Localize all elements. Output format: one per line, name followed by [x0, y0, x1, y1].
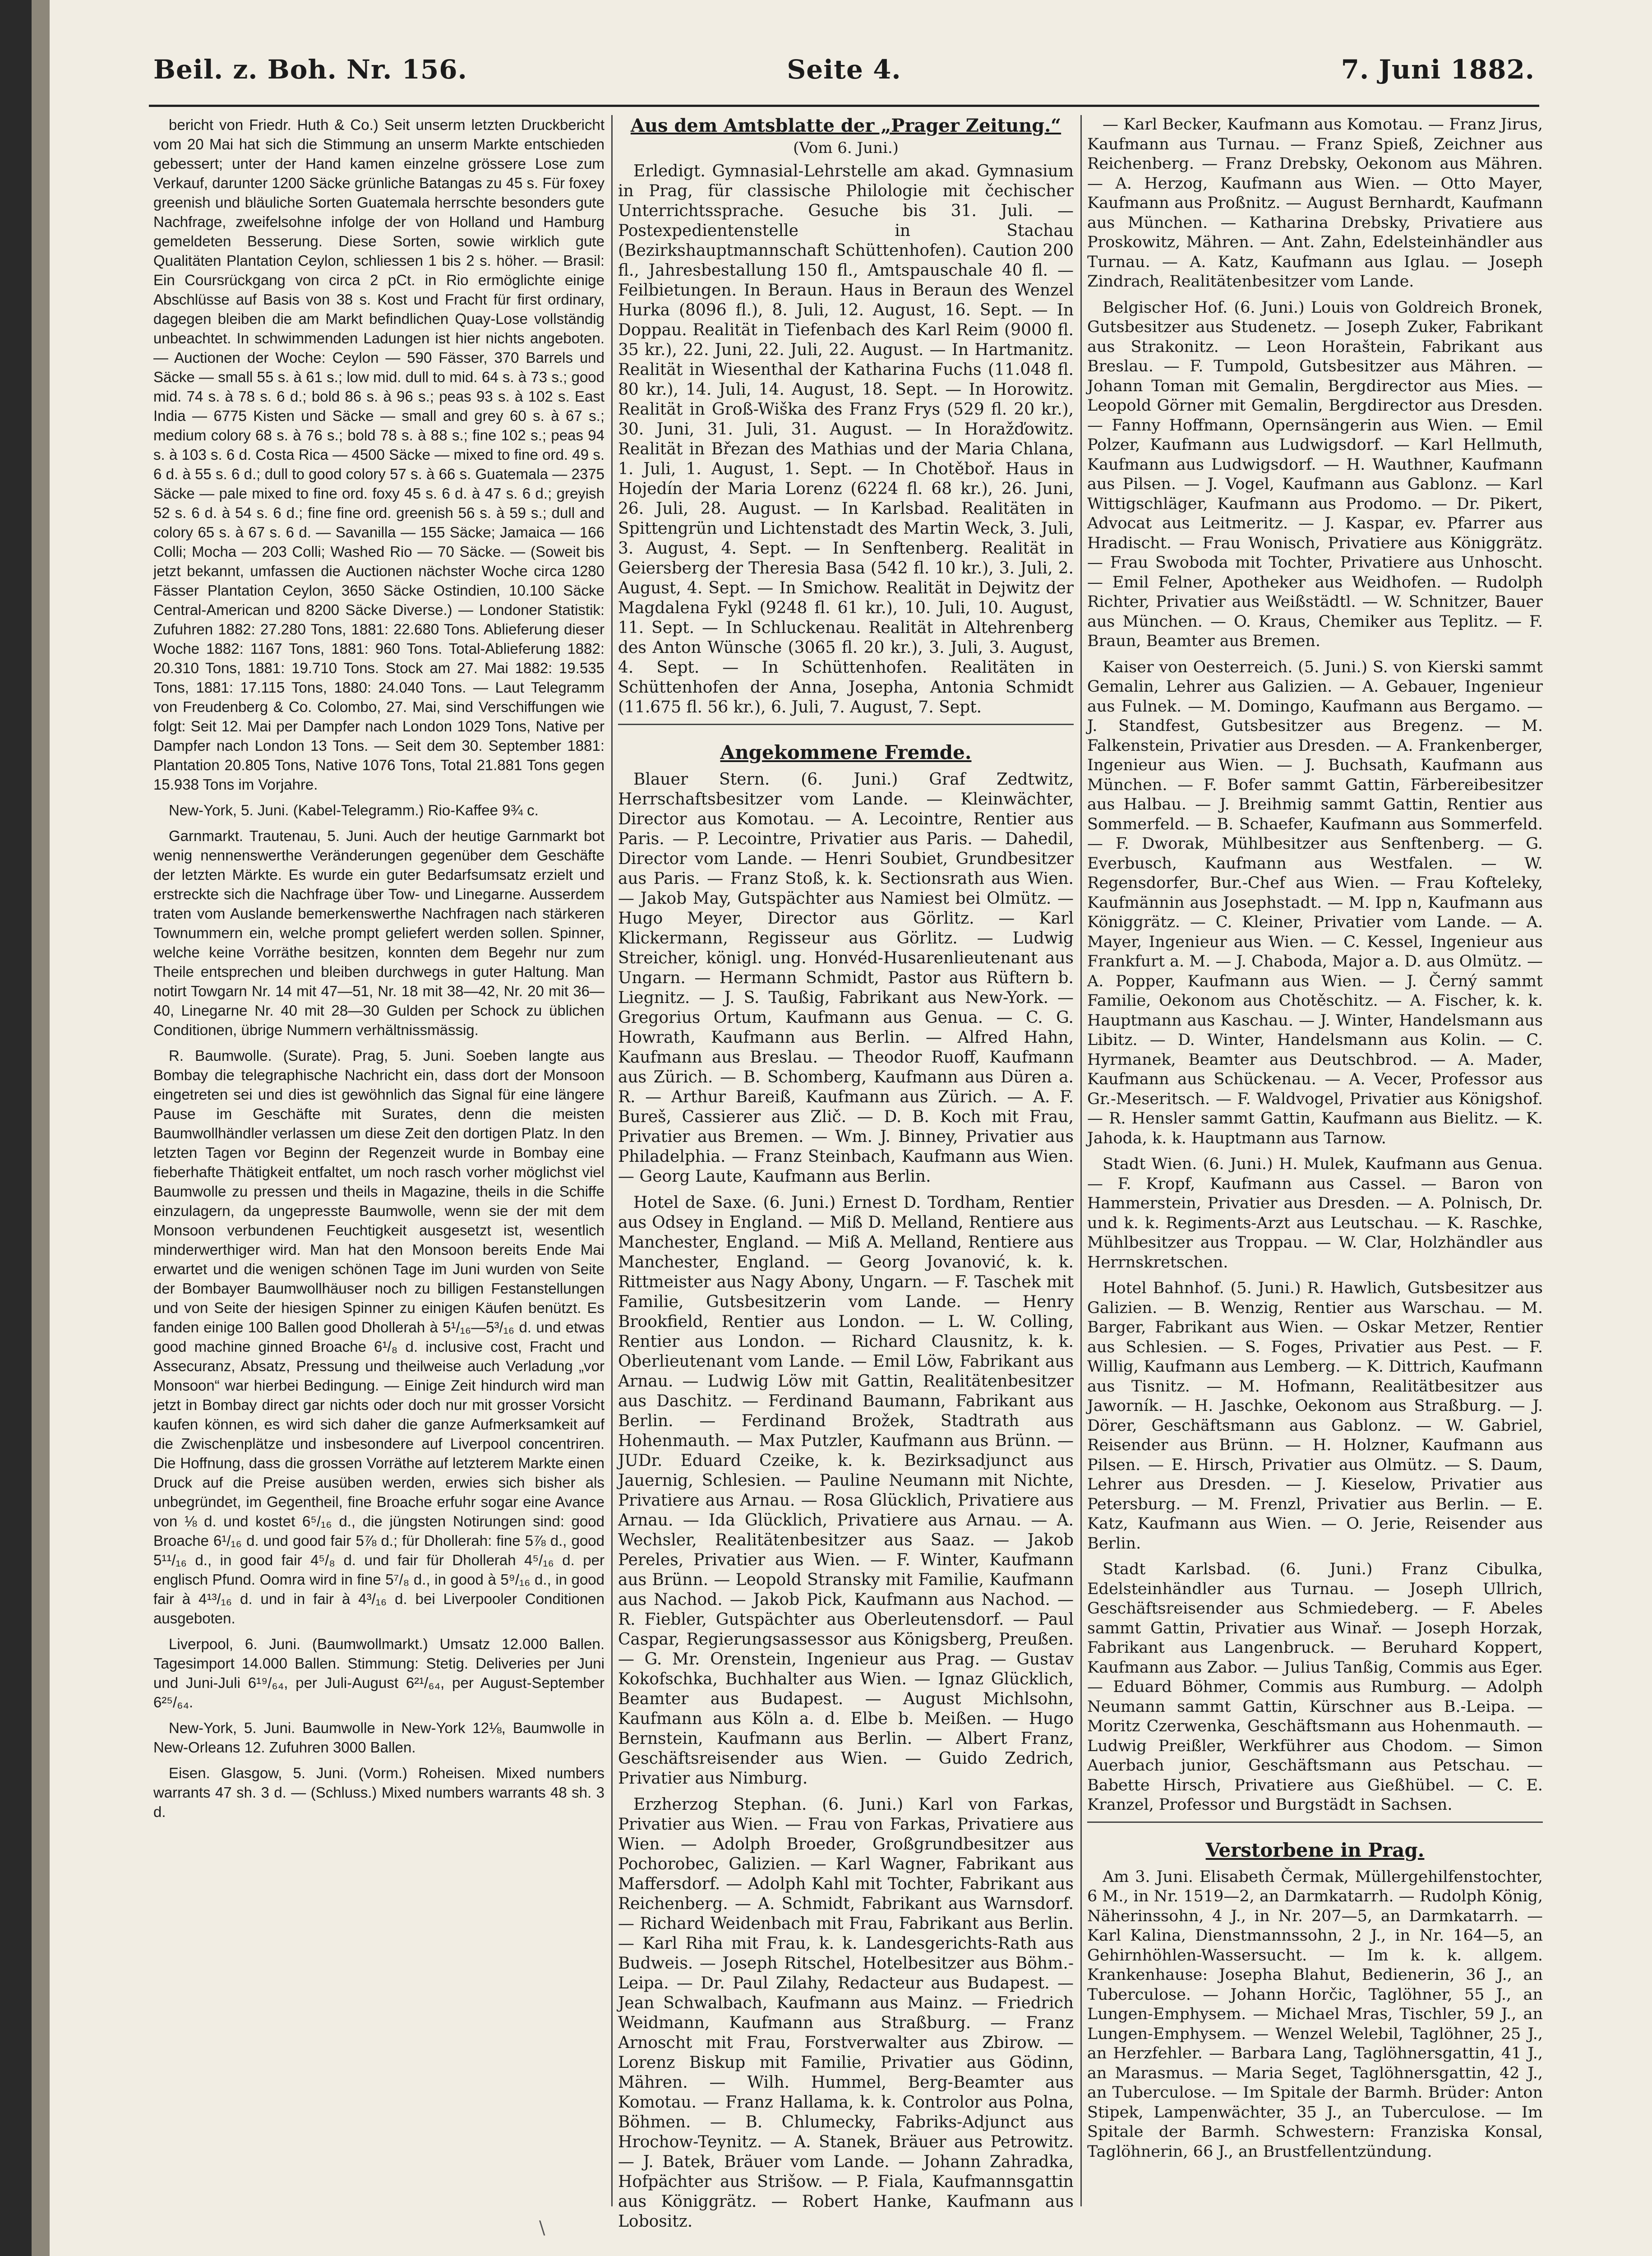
fremde-belgischer-hof: Belgischer Hof. (6. Juni.) Louis von Goldreich Bronek, Gutsbesitzer aus Studenetz. — Joseph Zuker, Fabrikant aus Strakonitz. — Leon Horaštein, Fabrikant aus Breslau. — F. Tumpold, Gutsbesitzer aus Mähren. — Johann Toman mit Gemalin, Bergdirector aus Mies. — Leopold Görner mit Gemalin, Bergdirector aus Dresden. — Fanny Hoffmann, Opernsängerin aus Wien. — Emil Polzer, Kaufmann aus Ludwigsdorf. — Karl Hellmuth, Kaufmann aus Ludwigsdorf. — H. Wauthner, Kaufmann aus Pilsen. — J. Vogel, Kaufmann aus Gablonz. — Karl Wittigschläger, Kaufmann aus Prodomo. — Dr. Pikert, Advocat aus Leitmeritz. — J. Kaspar, ev. Pfarrer aus Hradischt. — Frau Wonisch, Privatiere aus Königgrätz. — Frau Swoboda mit Tochter, Privatiere aus Unhoscht. — Emil Felner, Apotheker aus Weidhofen. — Rudolph Richter, Privatier aus Weißstädtl. — W. Schnitzer, Bauer aus München. — O. Kraus, Chemiker aus Teplitz. — F. Braun, Beamter aus Bremen. [1087, 298, 1543, 650]
report-baumwolle-prag: R. Baumwolle. (Surate). Prag, 5. Juni. Soeben langte aus Bombay die telegraphische Nachricht ein, dass dort der Monsoon eingetreten sei und dies ist gewöhnlich das Signal für eine längere Pause im Geschäfte mit Surates, denn die meisten Baumwollhändler verlassen um diese Zeit den dortigen Platz. In den letzten Tagen vor Beginn der Regenzeit wurde in Bombay eine fieberhafte Thätigkeit entfaltet, um noch rasch vorher möglichst viel Baumwolle zu pressen und theils in Magazine, theils in die Schiffe einzulagern, da ungepresste Baumwolle, wenn sie der mit dem Monsoon verbundenen Feuchtigkeit ausgesetzt ist, wesentlich minderwerthiger wird. Man hat den Monsoon bereits Ende Mai erwartet und die wenigen schönen Tage im Juni wurden von Seite der Bombayer Baumwollhäuser noch zu billigen Festanstellungen und von Seite der hiesigen Spinner zu einigen Käufen benützt. Es fanden einige 100 Ballen good Dhollerah à 5¹/₁₆—5³/₁₆ d. und etwas good machine ginned Broache 6¹/₈ d. inclusive cost, Fracht und Assecuranz, Absatz, Pressung und theilweise auch Verladung „vor Monsoon“ war hierbei Bedingung. — Einige Zeit hindurch wird man jetzt in Bombay direct gar nichts oder doch nur mit grosser Vorsicht kaufen können, es wird sich daher die ganze Aufmerksamkeit auf die Zwischenplätze und insbesondere auf Liverpool concentriren. Die Hoffnung, dass die grossen Vorräthe auf letzterem Markte einen Druck auf die Preise ausüben werden, erwies sich bisher als unbegründet, im Gegentheil, fine Broache erfuhr sogar eine Avance von ⅛ d. und kostet 6⁵/₁₆ d., die jüngsten Notirungen sind: good Broache 6¹/₁₆ d. und good fair 5⅞ d.; für Dhollerah: fine 5⅞ d., good 5¹¹/₁₆ d., in good fair 4⁵/₈ d. und fair für Dhollerah 4⁵/₁₆ d. per englisch Pfund. Oomra wird in fine 5⁷/₈ d., in good à 5⁹/₁₆ d., in good fair à 4¹³/₁₆ d. und in fair à 4³/₁₆ d. bei Liverpooler Conditionen ausgeboten. [153, 1047, 605, 1627]
section-title-amtsblatt: Aus dem Amtsblatte der „Prager Zeitung.“ [630, 115, 1061, 136]
section-subtitle-amtsblatt: (Vom 6. Juni.) [793, 139, 899, 157]
report-newyork-coffee: New-York, 5. Juni. (Kabel-Telegramm.) Rio-Kaffee 9¾ c. [169, 802, 539, 818]
report-liverpool: Liverpool, 6. Juni. (Baumwollmarkt.) Umsatz 12.000 Ballen. Tagesimport 14.000 Ballen. Stimmung: Stetig. Deliveries per Juni und Juni-Juli 6¹⁹/₆₄, per Juli-August 6²¹/₆₄, per August-September 6²⁵/₆₄. [153, 1636, 605, 1710]
page-header [149, 54, 1539, 104]
verstorbene-text: Am 3. Juni. Elisabeth Čermak, Müllergehilfenstochter, 6 M., in Nr. 1519—2, an Darmkatarrh. — Rudolph König, Näherinssohn, 4 J., in Nr. 207—5, an Darmkatarrh. — Karl Kalina, Dienstmannssohn, 2 J., in Nr. 164—5, an Gehirnhöhlen-Wassersucht. — Im k. k. allgem. Krankenhause: Josepha Blahut, Bedienerin, 36 J., an Tuberculose. — Johann Horčic, Taglöhner, 55 J., an Lungen-Emphysem. — Michael Mras, Tischler, 59 J., an Lungen-Emphysem. — Wenzel Welebil, Taglöhner, 25 J., an Herzfehler. — Barbara Lang, Taglöhnersgattin, 41 J., an Marasmus. — Maria Seget, Taglöhnersgattin, 42 J., an Tuberculose. — Im Spitale der Barmh. Brüder: Anton Stipek, Lampenwächter, 35 J., an Tuberculose. — Im Spitale der Barmh. Schwestern: Franziska Konsal, Taglöhnerin, 66 J., an Brustfellentzündung. [1087, 1868, 1543, 2161]
column-fremde-continued [1087, 115, 1543, 2215]
issue-number: Beil. z. Boh. Nr. 156. [153, 54, 467, 85]
fremde-erzherzog-stephan: Erzherzog Stephan. (6. Juni.) Karl von Farkas, Privatier aus Wien. — Frau von Farkas, Privatiere aus Wien. — Adolph Broeder, Großgrundbesitzer aus Pochorobec, Galizien. — Karl Wagner, Fabrikant aus Maffersdorf. — Adolph Kahl mit Tochter, Fabrikant aus Reichenberg. — A. Schmidt, Fabrikant aus Warnsdorf. — Richard Weidenbach mit Frau, Fabrikant aus Berlin. — Karl Riha mit Frau, k. k. Landesgerichts-Rath aus Budweis. — Joseph Ritschel, Hotelbesitzer aus Böhm.-Leipa. — Dr. Paul Zilahy, Redacteur aus Budapest. — Jean Schwalbach, Kaufmann aus Mainz. — Friedrich Weidmann, Kaufmann aus Straßburg. — Franz Arnoscht mit Frau, Forstverwalter aus Zbirow. — Lorenz Biskup mit Familie, Privatier aus Gödinn, Mähren. — Wilh. Hummel, Berg-Beamter aus Komotau. — Franz Hallama, k. k. Controlor aus Polna, Böhmen. — B. Chlumecky, Fabriks-Adjunct aus Hrochow-Teynitz. — A. Stanek, Bräuer aus Petrowitz. — J. Batek, Bräuer vom Lande. — Johann Zahradka, Hofpächter aus Strišow. — P. Fiala, Kaufmannsgattin aus Königgrätz. — Robert Hanke, Kaufmann aus Lobositz. [618, 1795, 1074, 2231]
fremde-hotel-de-saxe: Hotel de Saxe. (6. Juni.) Ernest D. Tordham, Rentier aus Odsey in England. — Miß D. Melland, Rentiere aus Manchester, England. — Miß A. Melland, Rentiere aus Manchester, England. — Georg Jovanović, k. k. Rittmeister aus Nagy Abony, Ungarn. — F. Taschek mit Familie, Gutsbesitzerin vom Lande. — Henry Brookfield, Rentier aus London. — L. W. Colling, Rentier aus London. — Richard Clausnitz, k. k. Oberlieutenant vom Lande. — Emil Löw, Fabrikant aus Arnau. — Ludwig Löw mit Gattin, Realitätenbesitzer aus Daschitz. — Ferdinand Baumann, Fabrikant aus Berlin. — Ferdinand Brožek, Stadtrath aus Hohenmauth. — Max Putzler, Kaufmann aus Brünn. — JUDr. Eduard Czeike, k. k. Bezirksadjunct aus Jauernig, Schlesien. — Pauline Neumann mit Nichte, Privatiere aus Arnau. — Rosa Glücklich, Privatiere aus Arnau. — Ida Glücklich, Privatiere aus Arnau. — A. Wechsler, Realitätenbesitzer aus Saaz. — Jakob Pereles, Privatier aus Wien. — F. Winter, Kaufmann aus Brünn. — Leopold Stransky mit Familie, Kaufmann aus Nachod. — Jakob Pick, Kaufmann aus Nachod. — R. Fiebler, Gutspächter aus Oberleutensdorf. — Paul Caspar, Regierungsassessor aus Königsberg, Preußen. — G. Mr. Orenstein, Ingenieur aus Prag. — Gustav Kokofschka, Buchhalter aus Wien. — Ignaz Glücklich, Beamter aus Budapest. — August Michlsohn, Kaufmann aus Köln a. d. Elbe b. Meißen. — Hugo Bernstein, Kaufmann aus Berlin. — Albert Franz, Geschäftsreisender aus Wien. — Guido Zedrich, Privatier aus Nimburg. [618, 1193, 1074, 1788]
report-newyork-cotton: New-York, 5. Juni. Baumwolle in New-York 12⅛, Baumwolle in New-Orleans 12. Zufuhren 3000 Ballen. [153, 1720, 605, 1756]
fremde-continued: — Karl Becker, Kaufmann aus Komotau. — Franz Jirus, Kaufmann aus Turnau. — Franz Spieß, Zeichner aus Reichenberg. — Franz Drebsky, Oekonom aus Mähren. — A. Herzog, Kaufmann aus Wien. — Otto Mayer, Kaufmann aus Proßnitz. — August Bernhardt, Kaufmann aus München. — Katharina Drebsky, Privatiere aus Proskowitz, Mähren. — Ant. Zahn, Edelsteinhändler aus Turnau. — A. Katz, Kaufmann aus Iglau. — Joseph Zindrach, Realitätenbesitzer vom Lande. [1087, 116, 1543, 291]
issue-date: 7. Juni 1882. [1341, 54, 1535, 85]
section-rule [1087, 1821, 1543, 1827]
page-number: Seite 4. [787, 54, 901, 85]
column-amtsblatt [618, 115, 1074, 2231]
fremde-kaiser-von-oesterreich: Kaiser von Oesterreich. (5. Juni.) S. von Kierski sammt Gemalin, Lehrer aus Galizien. — A. Gebauer, Ingenieur aus Fulnek. — M. Domingo, Kaufmann aus Bergamo. — J. Standfest, Gutsbesitzer aus Bregenz. — M. Falkenstein, Privatier aus Dresden. — A. Frankenberger, Ingenieur aus Wien. — J. Buchsath, Kaufmann aus München. — F. Bofer sammt Gattin, Färbereibesitzer aus Halbau. — J. Breihmig sammt Gattin, Rentier aus Sommerfeld. — B. Schaefer, Kaufmann aus Sommerfeld. — F. Dworak, Mühlbesitzer aus Senftenberg. — G. Everbusch, Kaufmann aus Westfalen. — W. Regensdorfer, Bur.-Chef aus Wien. — Frau Kofteleky, Kaufmännin aus Josephstadt. — M. Ipp n, Kaufmann aus Königgrätz. — C. Kleiner, Privatier vom Lande. — A. Mayer, Ingenieur aus Wien. — C. Kessel, Ingenieur aus Frankfurt a. M. — J. Chaboda, Major a. D. aus Olmütz. — A. Popper, Kaufmann aus Wien. — J. Černý sammt Familie, Oekonom aus Chotěschitz. — A. Fischer, k. k. Hauptmann aus Kaschau. — J. Winter, Handelsmann aus Libitz. — D. Winter, Handelsmann aus Kolin. — C. Hyrmanek, Beamter aus Deutschbrod. — A. Mader, Kaufmann aus Schückenau. — A. Vecer, Professor aus Gr.-Meseritsch. — F. Waldvogel, Privatier aus Königshof. — R. Hensler sammt Gattin, Kaufmann aus Bielitz. — K. Jahoda, k. k. Hauptmann aus Tarnow. [1087, 658, 1543, 1147]
report-garnmarkt: Garnmarkt. Trautenau, 5. Juni. Auch der heutige Garnmarkt bot wenig nennenswerthe Veränderungen gegenüber dem Geschäfte der letzten Märkte. Es wurde ein guter Bedarfsumsatz erzielt und erstreckte sich die Nachfrage über Tow- und Linegarne. Ausserdem traten vom Auslande bemerkenswerthe Nachfragen nach stärkeren Townummern ein, welche prompt geliefert werden sollen. Spinner, welche keine Vorräthe besitzen, konnten dem Begehr nur zum Theile entsprechen und bleiben durchwegs in guter Haltung. Man notirt Towgarn Nr. 14 mit 47—51, Nr. 18 mit 38—42, Nr. 20 mit 36—40, Linegarne Nr. 40 mit 28—30 Gulden per Schock zu üblichen Conditionen, übrige Nummern verhältnissmässig. [153, 828, 605, 1038]
column-market-reports [153, 115, 605, 2215]
fremde-hotel-bahnhof: Hotel Bahnhof. (5. Juni.) R. Hawlich, Gutsbesitzer aus Galizien. — B. Wenzig, Rentier aus Warschau. — M. Barger, Fabrikant aus Wien. — Oskar Metzer, Rentier aus Schlesien. — S. Foges, Privatier aus Pest. — F. Willig, Kaufmann aus Lemberg. — K. Dittrich, Kaufmann aus Tisnitz. — M. Hofmann, Realitätbesitzer aus Jaworník. — H. Jaschke, Oekonom aus Straßburg. — J. Dörer, Geschäftsmann aus Gablonz. — W. Gabriel, Reisender aus Brünn. — H. Holzner, Kaufmann aus Pilsen. — E. Hirsch, Privatier aus Olmütz. — S. Daum, Lehrer aus Dresden. — J. Kieselow, Privatier aus Petersburg. — M. Frenzl, Privatier aus Berlin. — E. Katz, Kaufmann aus Wien. — O. Jerie, Reisender aus Berlin. [1087, 1279, 1543, 1553]
amtsblatt-text: Erledigt. Gymnasial-Lehrstelle am akad. Gymnasium in Prag, für classische Philologie mit čechischer Unterrichtssprache. Gesuche bis 31. Juli. — Postexpedientenstelle in Stachau (Bezirkshauptmannschaft Schüttenhofen). Caution 200 fl., Jahresbestallung 150 fl., Amtspauschale 40 fl. — Feilbietungen. In Beraun. Haus in Beraun des Wenzel Hurka (8096 fl.), 8. Juli, 12. August, 16. Sept. — In Doppau. Realität in Tiefenbach des Karl Reim (9000 fl. 35 kr.), 22. Juni, 22. Juli, 22. August. — In Hartmanitz. Realität in Wiesenthal der Katharina Fuchs (11.048 fl. 80 kr.), 14. Juli, 14. August, 18. Sept. — In Horowitz. Realität in Groß-Wiška des Franz Frys (529 fl. 20 kr.), 30. Juni, 31. Juli, 31. August. — In Horažďowitz. Realität in Březan des Mathias und der Maria Chlana, 1. Juli, 1. August, 1. Sept. — In Chotěboř. Haus in Hojedín der Maria Lorenz (6224 fl. 68 kr.), 26. Juni, 26. Juli, 28. August. — In Karlsbad. Realitäten in Spittengrün und Lichtenstadt des Martin Weck, 3. Juli, 3. August, 4. Sept. — In Senftenberg. Realität in Geiersberg der Theresia Basa (542 fl. 10 kr.), 3. Juli, 2. August, 4. Sept. — In Smichow. Realität in Dejwitz der Magdalena Fykl (9248 fl. 61 kr.), 10. Juli, 10. August, 11. Sept. — In Schluckenau. Realität in Altehrenberg des Anton Wünsche (3065 fl. 20 kr.), 3. Juli, 3. August, 4. Sept. — In Schüttenhofen. Realitäten in Schüttenhofen der Anna, Josepha, Antonia Schmidt (11.675 fl. 56 kr.), 6. Juli, 7. August, 7. Sept. [618, 162, 1074, 717]
section-title-fremde: Angekommene Fremde. [720, 741, 972, 763]
scan-binding-edge [0, 0, 32, 2256]
scan-mark: \ [539, 2218, 545, 2238]
column-divider [1080, 115, 1082, 2206]
fremde-blauer-stern: Blauer Stern. (6. Juni.) Graf Zedtwitz, Herrschaftsbesitzer vom Lande. — Kleinwächter, Director aus Komotau. — A. Lecointre, Rentier aus Paris. — P. Lecointre, Privatier aus Paris. — Dahedil, Director vom Lande. — Henri Soubiet, Grundbesitzer aus Paris. — Franz Stoß, k. k. Sectionsrath aus Wien. — Jakob May, Gutspächter aus Namiest bei Olmütz. — Hugo Meyer, Director aus Görlitz. — Karl Klickermann, Regisseur aus Görlitz. — Ludwig Streicher, königl. ung. Honvéd-Husarenlieutenant aus Ungarn. — Hermann Schmidt, Pastor aus Rüftern b. Liegnitz. — J. S. Taußig, Fabrikant aus New-York. — Gregorius Ortum, Kaufmann aus Genua. — C. G. Howrath, Kaufmann aus Berlin. — Alfred Hahn, Kaufmann aus Breslau. — Theodor Ruoff, Kaufmann aus Zürich. — B. Schomberg, Kaufmann aus Düren a. R. — Arthur Bareiß, Kaufmann aus Zürich. — A. F. Bureš, Cassierer aus Zlič. — D. B. Koch mit Frau, Privatier aus Bremen. — Wm. J. Binney, Privatier aus Philadelphia. — Franz Steinbach, Kaufmann aus Wien. — Georg Laute, Kaufmann aus Berlin. [618, 770, 1074, 1186]
fremde-stadt-wien: Stadt Wien. (6. Juni.) H. Mulek, Kaufmann aus Genua. — F. Kropf, Kaufmann aus Cassel. — Baron von Hammerstein, Privatier aus Dresden. — A. Polnisch, Dr. und k. k. Regiments-Arzt aus Leutschau. — K. Raschke, Mühlbesitzer aus Troppau. — W. Clar, Holzhändler aus Herrnskretschen. [1087, 1155, 1543, 1271]
header-rule [149, 105, 1539, 107]
section-rule [618, 724, 1074, 730]
column-divider [611, 115, 613, 2206]
report-london-coffee: bericht von Friedr. Huth & Co.) Seit unserm letzten Druckbericht vom 20 Mai hat sich die Stimmung an unserm Markte entschieden gebessert; unter der Hand kamen einzelne grössere Lose zum Verkauf, darunter 1200 Säcke grünliche Batangas zu 45 s. Für foxey greenish und bläuliche Sorten Guatemala herrschte besonders gute Nachfrage, zweifelsohne infolge der von Holland und Hamburg gemeldeten Besserung. Diese Sorten, sowie wirklich gute Qualitäten Plantation Ceylon, schliessen 1 bis 2 s. höher. — Brasil: Ein Coursrückgang von circa 2 pCt. in Rio ermöglichte einige Abschlüsse auf Basis von 38 s. Kost und Fracht für first ordinary, dagegen bleiben die am Markt befindlichen Quay-Lose vollständig unbeachtet. In schwimmenden Ladungen ist hier nichts angeboten. — Auctionen der Woche: Ceylon — 590 Fässer, 370 Barrels und Säcke — small 55 s. à 61 s.; low mid. dull to mid. 64 s. à 73 s.; good mid. 74 s. à 78 s. 6 d.; bold 86 s. à 96 s.; peas 93 s. à 102 s. East India — 6775 Kisten und Säcke — small and grey 60 s. à 67 s.; medium colory 68 s. à 76 s.; bold 78 s. à 88 s.; fine 102 s.; peas 94 s. à 103 s. 6 d. Costa Rica — 4500 Säcke — mixed to fine ord. 49 s. 6 d. à 55 s. 6 d.; dull to good colory 57 s. à 66 s. Guatemala — 2375 Säcke — pale mixed to fine ord. foxy 45 s. 6 d. à 47 s. 6 d.; greyish 52 s. 6 d. à 54 s. 6 d.; fine fine ord. greenish 56 s. à 59 s.; dull and colory 65 s. à 67 s. 6 d. — Savanilla — 155 Säcke; Jamaica — 166 Colli; Mocha — 203 Colli; Washed Rio — 70 Säcke. — (Soweit bis jetzt bekannt, umfassen die Auctionen nächster Woche circa 1280 Fässer Plantation Ceylon, 3650 Säcke Ostindien, 10.100 Säcke Central-American und 8200 Säcke Diverse.) — Londoner Statistik: Zufuhren 1882: 27.280 Tons, 1881: 22.680 Tons. Ablieferung dieser Woche 1882: 1167 Tons, 1881: 960 Tons. Total-Ablieferung 1882: 20.310 Tons, 1881: 19.710 Tons. Stock am 27. Mai 1882: 19.535 Tons, 1881: 17.115 Tons, 1880: 24.040 Tons. — Laut Telegramm von Freudenberg & Co. Colombo, 27. Mai, sind Verschiffungen wie folgt: Seit 12. Mai per Dampfer nach London 1029 Tons, Native per Dampfer nach London 13 Tons. — Seit dem 30. September 1881: Plantation 20.805 Tons, Native 1076 Tons, Total 21.881 Tons gegen 15.938 Tons im Vorjahre. [153, 116, 605, 793]
section-title-verstorbene: Verstorbene in Prag. [1205, 1839, 1425, 1861]
fremde-stadt-karlsbad: Stadt Karlsbad. (6. Juni.) Franz Cibulka, Edelsteinhändler aus Turnau. — Joseph Ullrich, Geschäftsreisender aus Schmiedeberg. — F. Abeles sammt Gattin, Privatier aus Winař. — Joseph Horzak, Fabrikant aus Langenbruck. — Beruhard Koppert, Kaufmann aus Zabor. — Julius Tanßig, Commis aus Eger. — Eduard Böhmer, Commis aus Rumburg. — Adolph Neumann sammt Gattin, Kürschner aus B.-Leipa. — Moritz Czerwenka, Geschäftsmann aus Hohenmauth. — Ludwig Preißler, Werkführer aus Chodom. — Simon Auerbach junior, Geschäftsmann aus Petschau. — Babette Hirsch, Privatiere aus Gießhübel. — C. E. Kranzel, Professor und Burgstädt in Sachsen. [1087, 1560, 1543, 1814]
scan-binding-shadow [32, 0, 50, 2256]
report-glasgow-iron: Eisen. Glasgow, 5. Juni. (Vorm.) Roheisen. Mixed numbers warrants 47 sh. 3 d. — (Schluss.) Mixed numbers warrants 48 sh. 3 d. [153, 1765, 605, 1820]
